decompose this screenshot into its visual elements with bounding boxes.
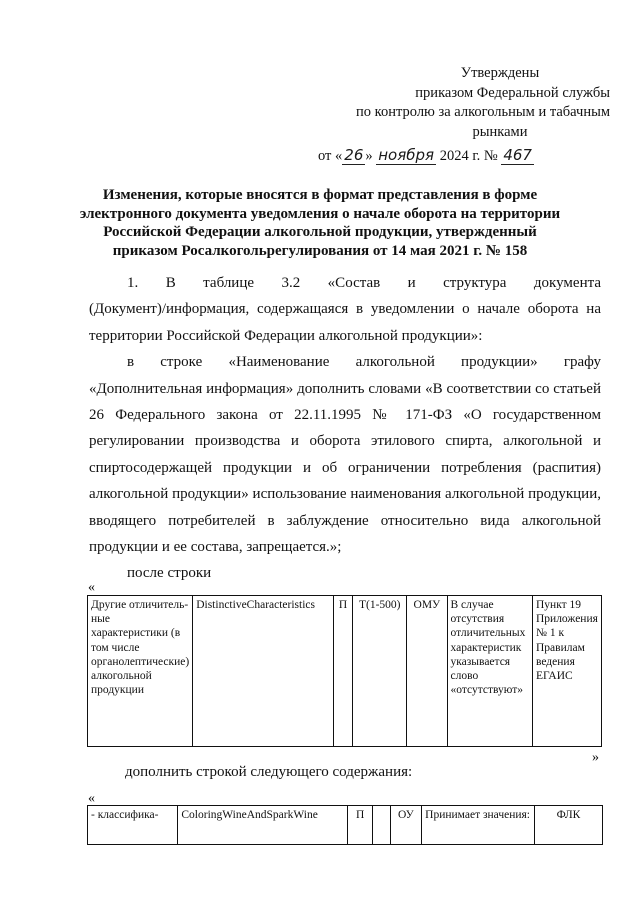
document-title: Изменения, которые вносятся в формат представления в форме электронного документа уведомления о начале оборота на территории Российской Федерации алкогольной продукции, утвержденный приказом Росалкогольрегулирования от 14 мая 2021 г. № 158	[79, 187, 561, 259]
table-new-row	[87, 805, 603, 845]
approval-block	[300, 64, 610, 142]
document-body	[89, 270, 601, 587]
table-existing-row	[87, 595, 602, 747]
cell-format: Т(1-500)	[353, 596, 407, 747]
date-day-handwritten: 26	[344, 146, 364, 164]
cell-name: - классифика-	[88, 806, 178, 845]
cell-name: Другие отличитель-ные характеристики (в том числе органолептические) алкогольной продукции	[88, 596, 193, 747]
order-number-handwritten: 467	[503, 146, 532, 164]
cell-identifier: DistinctiveCharacteristics	[193, 596, 334, 747]
paragraph-3: после строки	[127, 565, 212, 582]
approval-date-line	[318, 146, 608, 165]
open-quote-1: «	[88, 580, 95, 595]
date-year: 2024 г. №	[439, 148, 498, 164]
cell-reference: Пункт 19 Приложения № 1 к Правилам ведения ЕГАИС	[532, 596, 601, 747]
paragraph-1: 1. В таблице 3.2 «Состав и структура документа	[127, 275, 601, 291]
date-mid: »	[365, 148, 373, 164]
cell-additional-info: Принимает значения:	[422, 806, 535, 845]
approval-line-2: приказом Федеральной службы	[415, 84, 610, 101]
date-prefix: от «	[318, 148, 343, 164]
paragraph-4: дополнить строкой следующего содержания:	[125, 764, 413, 780]
cell-identifier: ColoringWineAndSparkWine	[178, 806, 348, 845]
close-quote-1: »	[592, 750, 599, 765]
approval-line-4: рынками	[472, 123, 528, 140]
cell-element-type: П	[348, 806, 373, 845]
approval-line-1: Утверждены	[460, 65, 540, 81]
paragraph-1-continued: (Документ)/информация, содержащаяся в уведомлении о начале оборота на территории Российской Федерации алкогольной продукции»:	[89, 301, 601, 344]
table-row	[88, 806, 603, 845]
cell-reference: ФЛК	[534, 806, 602, 845]
cell-requirement: ОМУ	[407, 596, 447, 747]
table-row	[88, 596, 602, 747]
date-month-handwritten: ноября	[378, 146, 435, 164]
paragraph-2: в строке «Наименование алкогольной продукции» графу «Дополнительная информация» дополнить словами «В соответствии со статьей 26 Федерального закона от 22.11.1995 № 171-ФЗ «О государственном регулировании производства и оборота этилового спирта, алкогольной и спиртосодержащей продукции и об ограничении потребления (распития) алкогольной продукции» использование наименования алкогольной продукции, вводящего потребителей в заблуждение относительно вида алкогольной продукции и ее состава, запрещается.»;	[89, 354, 601, 556]
cell-additional-info: В случае отсутствия отличительных характеристик указывается слово «отсутствуют»	[447, 596, 532, 747]
cell-element-type: П	[333, 596, 352, 747]
open-quote-2: «	[88, 791, 95, 806]
cell-format	[373, 806, 390, 845]
approval-line-3: по контролю за алкогольным и табачным	[356, 104, 610, 120]
cell-requirement: ОУ	[390, 806, 421, 845]
